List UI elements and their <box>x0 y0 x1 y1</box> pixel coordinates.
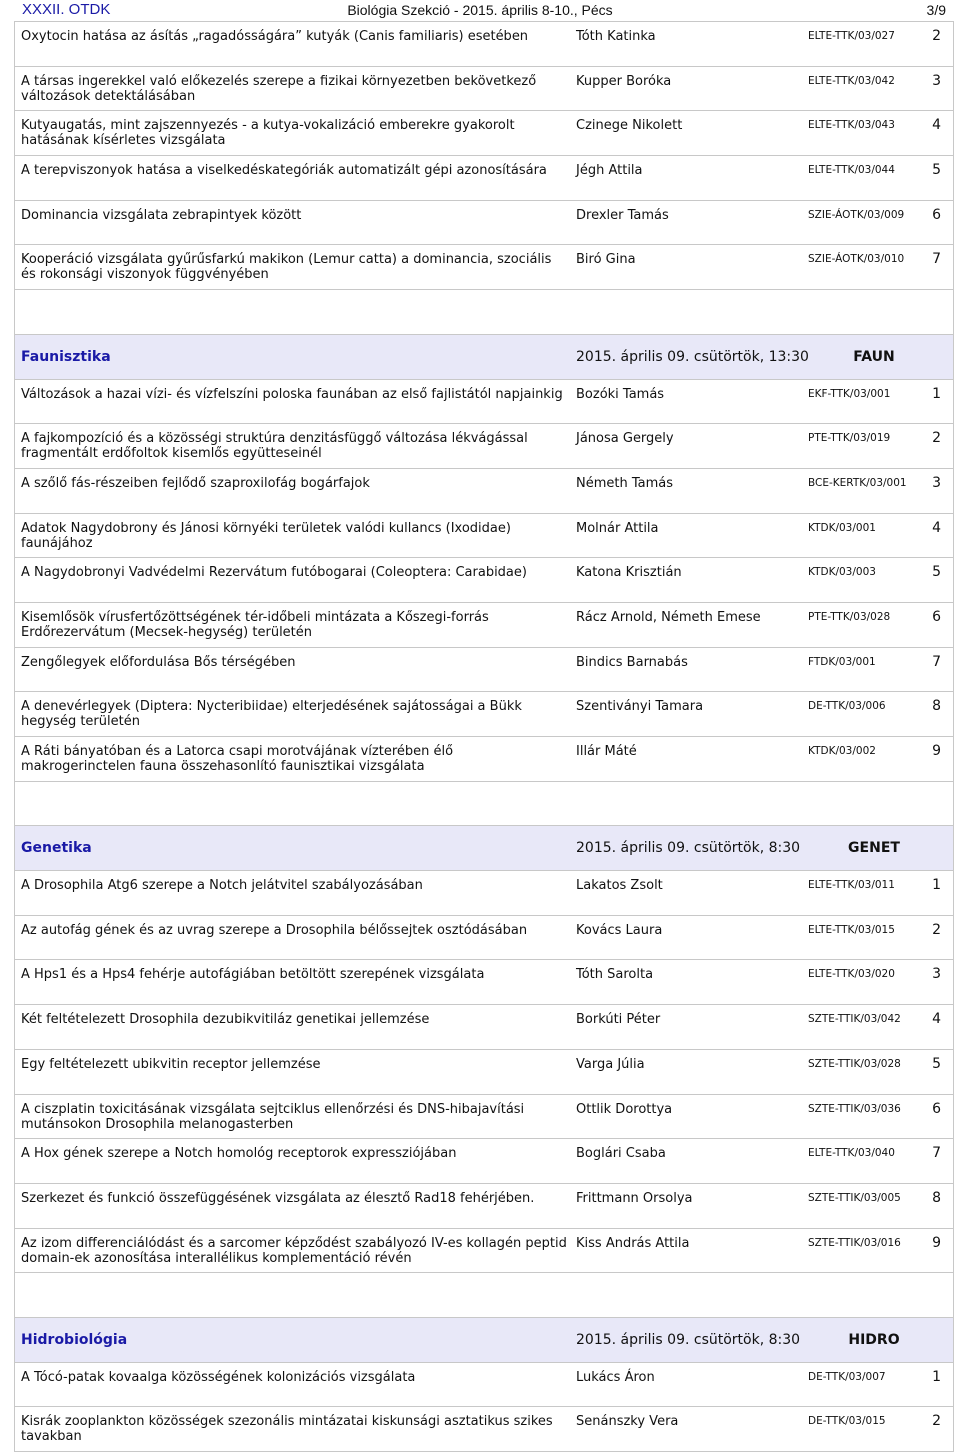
presenter-name: Czinege Nikolett <box>576 118 683 134</box>
section-date: 2015. április 09. csütörtök, 8:30 <box>576 840 801 857</box>
table-row <box>14 960 954 1005</box>
presentation-title: A Nagydobronyi Vadvédelmi Rezervátum futóbogarai (Coleoptera: Carabidae) <box>21 565 527 581</box>
presentation-code: BCE-KERTK/03/001 <box>808 476 907 489</box>
order-number: 4 <box>932 117 941 134</box>
presenter-name: Kovács Laura <box>576 922 663 938</box>
page-number: 3/9 <box>926 2 946 18</box>
spacer-row <box>14 782 954 827</box>
presenter-name: Rácz Arnold, Németh Emese <box>576 609 761 625</box>
presentation-code: SZTE-TTIK/03/042 <box>808 1013 901 1026</box>
order-number: 2 <box>932 28 941 44</box>
presenter-name: Borkúti Péter <box>576 1012 661 1028</box>
presenter-name: Boglári Csaba <box>576 1146 666 1162</box>
presentation-title: Változások a hazai vízi- és vízfelszíni poloska faunában az első fajlistától napjainkig <box>21 386 563 402</box>
order-number: 5 <box>932 162 941 179</box>
table-row <box>14 111 954 156</box>
presenter-name: Ottlik Dorottya <box>576 1101 673 1117</box>
order-number: 3 <box>932 474 941 491</box>
presentation-code: DE-TTK/03/007 <box>808 1370 886 1383</box>
table-row <box>14 67 954 112</box>
presentation-title: A Drosophila Atg6 szerepe a Notch jelátvitel szabályozásában <box>21 878 423 894</box>
order-number: 1 <box>932 385 941 402</box>
order-number: 8 <box>932 698 941 715</box>
table-row <box>14 916 954 961</box>
table-row <box>14 1229 954 1274</box>
presenter-name: Jégh Attila <box>576 163 643 179</box>
presentation-title: Adatok Nagydobrony és Jánosi környéki területek valódi kullancs (Ixodidae) faunájához <box>21 520 511 551</box>
presenter-name: Lukács Áron <box>576 1369 655 1385</box>
presentation-code: FTDK/03/001 <box>808 655 876 668</box>
section-subtitle: Biológia Szekció - 2015. április 8-10., Pécs <box>347 2 613 18</box>
presenter-name: Bindics Barnabás <box>576 654 688 670</box>
page-header <box>0 0 960 20</box>
table-row <box>14 1407 954 1452</box>
presenter-name: Tóth Sarolta <box>576 967 654 983</box>
conference-title: XXXII. OTDK <box>22 1 111 18</box>
presentation-title: Kooperáció vizsgálata gyűrűsfarkú makikon (Lemur catta) a dominancia, szociális és rokonsági viszonyok függvényében <box>21 252 552 283</box>
presentation-title: Dominancia vizsgálata zebrapintyek között <box>21 207 302 223</box>
presentation-code: SZIE-ÁOTK/03/009 <box>808 208 905 221</box>
presentation-code: PTE-TTK/03/019 <box>808 432 891 445</box>
presentation-title: A Hox gének szerepe a Notch homológ receptorok expressziójában <box>21 1146 457 1162</box>
table-row <box>14 1184 954 1229</box>
presentation-title: Egy feltételezett ubikvitin receptor jellemzése <box>21 1056 321 1072</box>
table-row <box>14 1050 954 1095</box>
order-number: 8 <box>932 1189 941 1206</box>
order-number: 3 <box>932 966 941 983</box>
section-code: FAUN <box>853 348 895 365</box>
presentation-title: A Hps1 és a Hps4 fehérje autofágiában betöltött szerepének vizsgálata <box>21 967 485 983</box>
presenter-name: Drexler Tamás <box>576 207 669 223</box>
presentation-code: SZTE-TTIK/03/028 <box>808 1057 901 1070</box>
presentation-title: A Tócó-patak kovaalga közösségének kolonizációs vizsgálata <box>21 1369 416 1385</box>
table-row <box>14 156 954 201</box>
presentation-title: A denevérlegyek (Diptera: Nycteribiidae) elterjedésének sajátosságai a Bükk hegység területén <box>21 699 522 730</box>
presenter-name: Szentiványi Tamara <box>576 699 704 715</box>
order-number: 7 <box>932 251 941 268</box>
table-row <box>14 380 954 425</box>
presentation-title: A ciszplatin toxicitásának vizsgálata sejtciklus ellenőrzési és DNS-hibajavítási mutánsokon Drosophila melanogasterben <box>21 1101 525 1132</box>
order-number: 2 <box>932 430 941 447</box>
presentation-title: Az autofág gének és az uvrag szerepe a Drosophila bélőssejtek osztódásában <box>21 922 528 938</box>
table-row <box>14 1363 954 1408</box>
section-header-row <box>14 335 954 380</box>
presentation-code: ELTE-TTK/03/011 <box>808 879 895 892</box>
presentation-title: Az izom differenciálódást és a sarcomer képződést szabályozó IV-es kollagén peptid domain-ek azonosítása interallélikus komplementáció révén <box>21 1235 567 1266</box>
presentation-title: Oxytocin hatása az ásítás „ragadósságára” kutyák (Canis familiaris) esetében <box>21 29 529 44</box>
presentation-code: ELTE-TTK/03/027 <box>808 30 895 42</box>
section-title: Hidrobiológia <box>21 1331 128 1348</box>
table-row <box>14 871 954 916</box>
presentation-title: Szerkezet és funkció összefüggésének vizsgálata az élesztő Rad18 fehérjében. <box>21 1190 535 1206</box>
order-number: 2 <box>932 1413 941 1430</box>
order-number: 5 <box>932 564 941 581</box>
presentation-code: KTDK/03/003 <box>808 566 876 579</box>
spacer-row <box>14 1273 954 1318</box>
section-title: Genetika <box>21 840 92 857</box>
order-number: 3 <box>932 72 941 89</box>
presenter-name: Kupper Boróka <box>576 73 672 89</box>
presenter-name: Tóth Katinka <box>576 29 656 44</box>
presentation-code: ELTE-TTK/03/044 <box>808 164 895 177</box>
presentation-title: A fajkompozíció és a közösségi struktúra denzitásfüggő változása lékvágással fragmentált erdőfoltok kisemlős együtteseinél <box>21 431 528 462</box>
presentation-code: ELTE-TTK/03/043 <box>808 119 895 132</box>
presenter-name: Frittmann Orsolya <box>576 1190 693 1206</box>
presentation-title: A terepviszonyok hatása a viselkedéskategóriák automatizált gépi azonosítására <box>21 163 547 179</box>
section-date: 2015. április 09. csütörtök, 8:30 <box>576 1331 801 1348</box>
order-number: 5 <box>932 1055 941 1072</box>
presentation-code: DE-TTK/03/006 <box>808 700 886 713</box>
presentation-title: Kutyaugatás, mint zajszennyezés - a kutya-vokalizáció emberekre gyakorolt hatásának kísérletes vizsgálata <box>21 118 515 149</box>
presentation-title: Zengőlegyek előfordulása Bős térségében <box>21 654 296 670</box>
section-date: 2015. április 09. csütörtök, 13:30 <box>576 348 809 365</box>
presenter-name: Katona Krisztián <box>576 565 682 581</box>
presenter-name: Jánosa Gergely <box>576 431 674 447</box>
table-row <box>14 424 954 469</box>
presentation-code: EKF-TTK/03/001 <box>808 387 891 400</box>
order-number: 6 <box>932 206 941 223</box>
presentation-code: DE-TTK/03/015 <box>808 1415 886 1428</box>
presenter-name: Bozóki Tamás <box>576 386 665 402</box>
order-number: 4 <box>932 1011 941 1028</box>
order-number: 1 <box>932 1368 941 1385</box>
presentation-code: SZTE-TTIK/03/005 <box>808 1191 901 1204</box>
table-row <box>14 1005 954 1050</box>
spacer-row <box>14 290 954 335</box>
presentation-code: ELTE-TTK/03/015 <box>808 923 895 936</box>
table-row <box>14 469 954 514</box>
presenter-name: Németh Tamás <box>576 475 674 491</box>
presenter-name: Senánszky Vera <box>576 1414 679 1430</box>
presentation-code: KTDK/03/002 <box>808 745 876 757</box>
table-row <box>14 1139 954 1184</box>
order-number: 7 <box>932 1145 941 1162</box>
presentation-table <box>14 21 954 1452</box>
presentation-code: ELTE-TTK/03/020 <box>808 968 895 981</box>
presenter-name: Kiss András Attila <box>576 1235 690 1251</box>
order-number: 7 <box>932 653 941 670</box>
section-code: GENET <box>848 840 900 857</box>
table-row <box>14 648 954 693</box>
presentation-code: PTE-TTK/03/028 <box>808 610 891 623</box>
order-number: 6 <box>932 1100 941 1117</box>
order-number: 6 <box>932 608 941 625</box>
presentation-title: Két feltételezett Drosophila dezubikvitiláz genetikai jellemzése <box>21 1012 430 1028</box>
order-number: 9 <box>932 1234 941 1251</box>
section-title: Faunisztika <box>21 348 111 365</box>
presentation-code: ELTE-TTK/03/042 <box>808 74 895 87</box>
order-number: 1 <box>932 877 941 894</box>
table-row <box>14 603 954 648</box>
presentation-title: Kisrák zooplankton közösségek szezonális mintázatai kiskunsági asztatikus szikes tavakban <box>21 1414 553 1445</box>
presentation-title: A Ráti bányatóban és a Latorca csapi morotvájának vízterében élő makrogerinctelen fauna összehasonlító faunisztikai vizsgálata <box>21 744 454 774</box>
presentation-title: A társas ingerekkel való előkezelés szerepe a fizikai környezetben bekövetkező változások detektálásában <box>21 73 537 104</box>
presentation-code: SZTE-TTIK/03/016 <box>808 1236 901 1249</box>
presentation-code: KTDK/03/001 <box>808 521 876 534</box>
presentation-title: Kisemlősök vírusfertőzöttségének tér-időbeli mintázata a Kőszegi-forrás Erdőrezervátum (Mecsek-hegység) területén <box>21 609 489 640</box>
order-number: 2 <box>932 921 941 938</box>
table-row <box>14 22 954 67</box>
table-row <box>14 245 954 290</box>
presenter-name: Biró Gina <box>576 252 636 268</box>
table-row <box>14 201 954 246</box>
order-number: 9 <box>932 743 941 759</box>
presenter-name: Illár Máté <box>576 744 637 759</box>
section-header-row <box>14 826 954 871</box>
presentation-title: A szőlő fás-részeiben fejlődő szaproxilofág bogárfajok <box>21 475 370 491</box>
order-number: 4 <box>932 519 941 536</box>
table-row <box>14 1095 954 1140</box>
section-code: HIDRO <box>848 1331 900 1348</box>
table-row <box>14 692 954 737</box>
section-header-row <box>14 1318 954 1363</box>
presentation-code: SZTE-TTIK/03/036 <box>808 1102 901 1115</box>
presentation-code: SZIE-ÁOTK/03/010 <box>808 253 905 266</box>
presenter-name: Lakatos Zsolt <box>576 878 663 894</box>
presentation-code: ELTE-TTK/03/040 <box>808 1147 895 1160</box>
table-row <box>14 558 954 603</box>
presenter-name: Molnár Attila <box>576 520 659 536</box>
table-row <box>14 514 954 559</box>
presenter-name: Varga Júlia <box>576 1056 645 1072</box>
table-row <box>14 737 954 782</box>
